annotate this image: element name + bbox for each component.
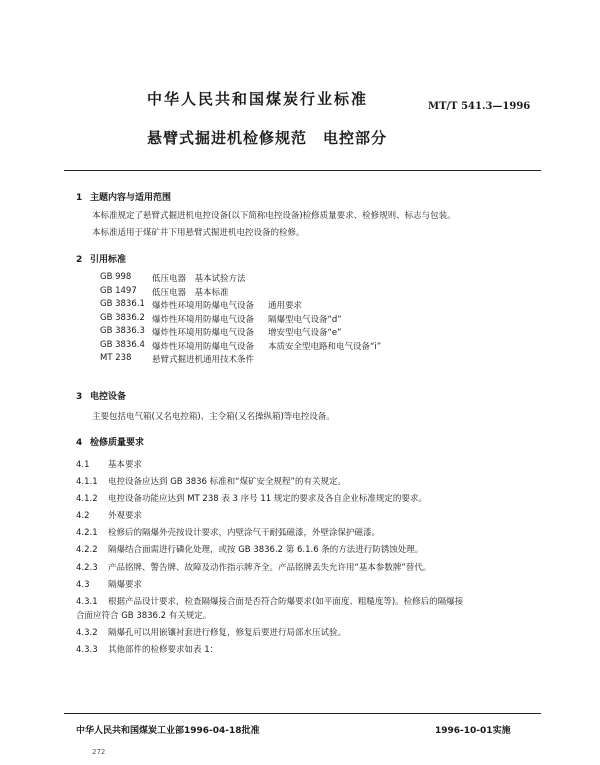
clause-list: [76, 458, 463, 660]
paragraph: 本标准适用于煤矿井下用悬臂式掘进机电控设备的检修。: [92, 228, 305, 238]
clause: [76, 578, 463, 595]
reference-item: [100, 313, 381, 327]
clause-number: 4.2.3: [76, 562, 98, 573]
clause: [76, 626, 463, 643]
clause-text: 外观要求: [108, 511, 143, 522]
reference-name: 低压电器 基本标准: [152, 287, 229, 298]
clause-text: 根据产品设计要求，检查隔爆接合面是否符合防爆要求(如平面度、粗糙度等)。检修后的隔爆接: [108, 596, 464, 607]
clause-continuation: [76, 609, 463, 626]
reference-item: [100, 326, 381, 340]
clause: [76, 458, 463, 475]
reference-name: 爆炸性环境用防爆电气设备: [152, 301, 255, 311]
clause-number: 4.1: [76, 460, 90, 470]
section-number: 3: [76, 392, 83, 402]
reference-name: 低压电器 基本试验方法: [152, 274, 246, 284]
reference-subtitle: 隔爆型电气设备“d”: [268, 314, 342, 325]
clause-number: 4.2.2: [76, 545, 98, 556]
footer-rule: [64, 713, 541, 714]
clause-text: 其他部件的检修要求如表 1：: [108, 644, 219, 655]
clause: [76, 543, 463, 560]
clause-number: 4.3.2: [76, 627, 98, 638]
reference-name: 爆炸性环境用防爆电气设备: [152, 314, 255, 325]
page-number: 272: [92, 748, 106, 756]
standard-title: 中华人民共和国煤炭行业标准: [147, 90, 369, 108]
clause: [76, 643, 463, 660]
clause: [76, 595, 463, 609]
paragraph: 本标准规定了悬臂式掘进机电控设备(以下简称电控设备)检修质量要求、检修规则、标志与包装。: [92, 211, 456, 221]
clause-text: 电控设备功能应达到 MT 238 表 3 序号 11 规定的要求及各自企业标准规定的要求。: [108, 494, 427, 505]
clause-text: 电控设备应达到 GB 3836 标准和“煤矿安全规程”的有关规定。: [108, 477, 346, 488]
reference-item: [100, 353, 381, 367]
section-4-heading: [76, 435, 144, 448]
reference-name: 爆炸性环境用防爆电气设备: [152, 328, 255, 338]
clause-number: 4.2: [76, 511, 90, 522]
clause-text: 检修后的隔爆外壳按设计要求，内壁涂气干耐弧磁漆，外壁涂保护磁漆。: [108, 528, 381, 539]
reference-item: [100, 299, 381, 313]
document-title: 悬臂式掘进机检修规范 电控部分: [147, 129, 388, 147]
section-number: 1: [76, 193, 83, 203]
clause: [76, 492, 463, 509]
reference-subtitle: 通用要求: [268, 301, 303, 311]
reference-list: [100, 272, 381, 367]
clause-text: 合面应符合 GB 3836.2 有关规定。: [76, 610, 212, 621]
header-rule: [64, 170, 541, 171]
reference-item: [100, 272, 381, 286]
clause: [76, 509, 463, 526]
clause-text: 基本要求: [108, 460, 143, 470]
clause: [76, 526, 463, 543]
section-title: 检修质量要求: [90, 438, 145, 448]
clause-number: 4.2.1: [76, 528, 98, 539]
clause-number: 4.3: [76, 579, 90, 590]
section-title: 电控设备: [90, 392, 127, 402]
clause-text: 隔爆结合面需进行磷化处理，或按 GB 3836.2 第 6.1.6 条的方法进行防锈蚀处理。: [108, 545, 424, 556]
clause-number: 4.3.1: [76, 596, 98, 607]
section-title: 引用标准: [90, 255, 127, 265]
reference-code: GB 998: [100, 272, 132, 282]
clause-text: 隔爆要求: [108, 579, 143, 590]
reference-code: GB 3836.3: [100, 326, 145, 336]
reference-code: GB 3836.1: [100, 299, 145, 309]
effective-date: 1996-10-01实施: [435, 726, 511, 736]
section-number: 4: [76, 438, 83, 448]
section-number: 2: [76, 255, 83, 265]
reference-name: 爆炸性环境用防爆电气设备: [152, 341, 255, 352]
clause: [76, 475, 463, 492]
reference-subtitle: 本质安全型电路和电气设备“i”: [268, 341, 382, 352]
section-3-heading: [76, 389, 126, 402]
section-1-heading: [76, 190, 171, 203]
reference-name: 悬臂式掘进机通用技术条件: [152, 355, 255, 365]
clause: [76, 561, 463, 578]
reference-code: GB 1497: [100, 285, 137, 296]
approval-line: 中华人民共和国煤炭工业部1996-04-18批准: [76, 726, 260, 736]
reference-item: [100, 340, 381, 354]
section-title: 主题内容与适用范围: [90, 193, 172, 203]
reference-item: [100, 286, 381, 300]
clause-number: 4.3.3: [76, 644, 98, 655]
section-2-heading: [76, 252, 126, 265]
clause-text: 产品铭牌、警告牌、故障及动作指示牌齐全。产品铭牌丢失允许用“基本参数牌”替代。: [108, 562, 432, 573]
reference-code: GB 3836.2: [100, 312, 145, 323]
reference-code: MT 238: [100, 353, 132, 363]
clause-number: 4.1.1: [76, 477, 98, 488]
standard-code: MT/T 541.3—1996: [428, 101, 531, 112]
clause-text: 隔爆孔可以用嵌镶衬套进行修复，修复后要进行局部水压试验。: [108, 627, 347, 638]
reference-code: GB 3836.4: [100, 339, 145, 350]
paragraph: 主要包括电气箱(又名电控箱)、主令箱(又名操纵箱)等电控设备。: [92, 412, 335, 422]
clause-number: 4.1.2: [76, 494, 98, 505]
reference-subtitle: 增安型电气设备“e”: [268, 328, 342, 338]
